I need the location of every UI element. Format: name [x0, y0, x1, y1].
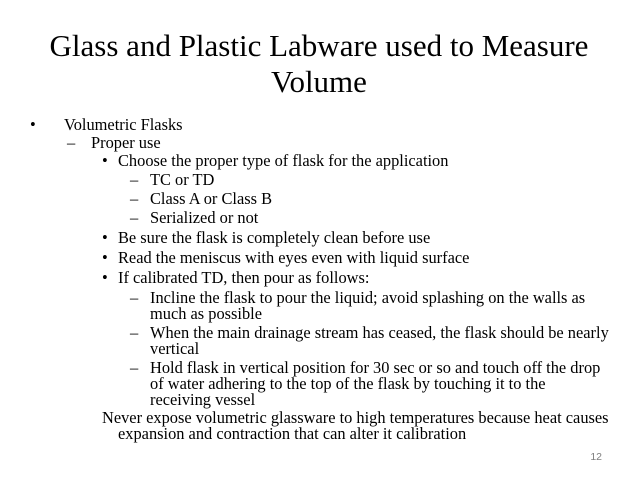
dash-marker: –: [67, 133, 76, 152]
subitem-text: Serialized or not: [150, 208, 259, 227]
subbullet-text: Proper use: [91, 133, 161, 152]
subitem-text: Class A or Class B: [150, 189, 273, 208]
bullet-marker: •: [102, 151, 108, 170]
subitem-text-line-1: Incline the flask to pour the liquid; avoid splashing on the walls as: [150, 288, 586, 307]
bullet-marker: •: [102, 228, 108, 247]
subitem-text-line-2: of water adhering to the top of the flask by touching it to the: [150, 374, 546, 393]
dash-marker: –: [130, 189, 139, 208]
dash-marker: –: [130, 358, 139, 377]
page-number: 12: [590, 451, 602, 463]
subitem-text-line-1: When the main drainage stream has ceased, the flask should be nearly: [150, 323, 609, 342]
subitem-text-line-2: vertical: [150, 339, 200, 358]
dash-marker: –: [130, 170, 139, 189]
note-text-line-2: expansion and contraction that can alter it calibration: [118, 424, 467, 443]
dash-marker: –: [130, 288, 139, 307]
title-line-2: Volume: [271, 64, 367, 99]
item-text: If calibrated TD, then pour as follows:: [118, 268, 370, 287]
subitem-text-line-2: much as possible: [150, 304, 262, 323]
note-text-line-1: Never expose volumetric glassware to high temperatures because heat causes: [102, 408, 609, 427]
title-line-1: Glass and Plastic Labware used to Measure: [49, 28, 589, 63]
subitem-text-line-1: Hold flask in vertical position for 30 sec or so and touch off the drop: [150, 358, 601, 377]
item-text: Choose the proper type of flask for the application: [118, 151, 449, 170]
slide-title: [20, 28, 618, 100]
subitem-text: TC or TD: [150, 170, 215, 189]
subitem-text-line-3: receiving vessel: [150, 390, 256, 409]
item-text: Read the meniscus with eyes even with liquid surface: [118, 248, 470, 267]
bullet-text: Volumetric Flasks: [64, 115, 183, 134]
bullet-marker: •: [102, 268, 108, 287]
bullet-marker: •: [102, 248, 108, 267]
dash-marker: –: [130, 208, 139, 227]
item-text: Be sure the flask is completely clean before use: [118, 228, 431, 247]
bullet-marker: •: [30, 115, 36, 134]
dash-marker: –: [130, 323, 139, 342]
